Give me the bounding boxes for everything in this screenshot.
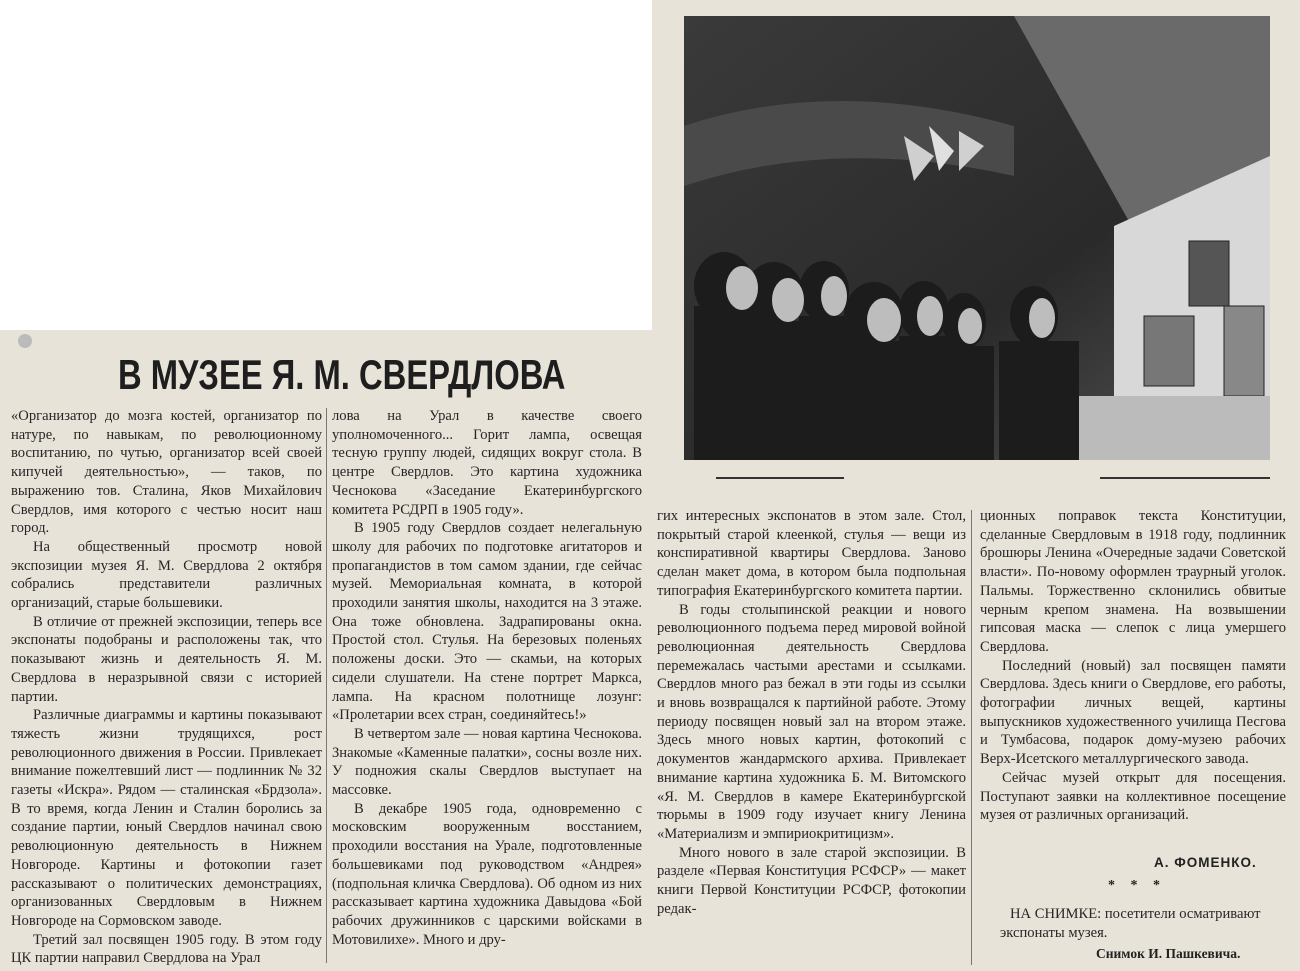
author-signature: А. ФОМЕНКО. xyxy=(1154,855,1257,870)
paragraph: Различные диаграммы и картины показывают тяжесть жизни трудящихся, рост революционного движения в России. Привлекает внимание пожелтевший лист — подлинник № 32 газеты «Искра». Рядом — сталинская «Брдзола». В то время, когда Ленин и Сталин боролись за создание партии, юный Свердлов начинал свою революционную деятельность в Нижнем Новгороде. Картины и фотокопии газет рассказывают о политических демонстрациях, организованных Свердловым в Нижнем Новгороде на Сормовском заводе. xyxy=(11,707,322,929)
article-column-3 xyxy=(657,507,966,967)
paragraph: На общественный просмотр новой экспозиции музея Я. М. Свердлова 2 октября собрались представители различных организаций, старые большевики. xyxy=(11,538,322,612)
paragraph: гих интересных экспонатов в этом зале. Стол, покрытый старой клеенкой, стулья — вещи из конспиративной квартиры Свердлова. Заново сделан макет дома, в котором была подпольная типография Екатеринбургского комитета партии. xyxy=(657,508,966,599)
museum-photo xyxy=(684,16,1270,460)
paper-spot xyxy=(18,334,32,348)
paragraph: В годы столыпинской реакции и нового революционного подъема перед мировой войной революционная деятельность Свердлова перемежалась частыми арестами и ссылками. Свердлов много раз бежал в эти годы из ссылки и вновь возвращался к партийной работе. Этому периоду посвящен новый зал на втором этаже. Здесь много новых картин, фотокопий с документов жандармского архива. Привлекает внимание картина художника Б. М. Витомского «Я. М. Свердлов в камере Екатеринбургской тюрьмы в 1909 году изучает книгу Ленина «Материализм и эмпириокритицизм». xyxy=(657,601,966,842)
paragraph: Много нового в зале старой экспозиции. В разделе «Первая Конституция РСФСР» — макет книги Первой Конституции РСФСР, фотокопии редак- xyxy=(657,844,966,917)
photo-credit: Снимок И. Пашкевича. xyxy=(1096,946,1241,961)
column-divider xyxy=(326,408,327,963)
paragraph: В четвертом зале — новая картина Чеснокова. Знакомые «Каменные палатки», сосны возле них. У подножия скалы Свердлов выступает на массовке. xyxy=(332,725,642,799)
separator-rule xyxy=(716,477,844,479)
paragraph: В декабре 1905 года, одновременно с московским вооруженным восстанием, проходили восстания на Урале, подготовленные большевиками под руководством «Андрея» (подпольная кличка Свердлова). Об одном из них рассказывает картина художника Давыдова «Бой рабочих дружинников с царскими войсками в Мотовилихе». Много и дру- xyxy=(332,800,642,948)
paragraph: Сейчас музей открыт для посещения. Поступают заявки на коллективное посещение музея от различных организаций. xyxy=(980,769,1286,824)
article-column-4 xyxy=(980,507,1286,852)
paragraph: В 1905 году Свердлов создает нелегальную школу для рабочих по подготовке агитаторов и пропагандистов в том самом здании, где сейчас музей. Мемориальная комната, в которой проходили занятия школы, находится на 3 этаже. Она тоже обновлена. Задрапированы окна. Простой стол. Стулья. На березовых поленьях положены доски. Это — скамьи, на которых сидели слушатели. На стене портрет Маркса, лампа. На красном полотнище лозунг: «Пролетарии всех стран, соединяйтесь!» xyxy=(332,520,642,724)
photo-caption: НА СНИМКЕ: посетители осматривают экспонаты музея. xyxy=(1000,906,1261,941)
article-column-2 xyxy=(332,407,642,967)
paragraph: ционных поправок текста Конституции, сделанные Свердловым в 1918 году, подлинник брошюры Ленина «Очередные задачи Советской власти». По-новому оформлен траурный уголок. Пальмы. Торжественно склонились обвитые черным крепом знамена. На возвышении гипсовая маска — слепок с лица умершего Свердлова. xyxy=(980,508,1286,655)
article-column-1 xyxy=(11,407,322,967)
paragraph: Последний (новый) зал посвящен памяти Свердлова. Здесь книги о Свердлове, его работы, фотографии личных вещей, картины выпускников художественного училища Песгова и Тумбасова, подарок дому-музею рабочих Верх-Исетского металлургического завода. xyxy=(980,657,1286,768)
paragraph: «Организатор до мозга костей, организатор по натуре, по навыкам, по революционному воспитанию, по чутью, организатор всей своей кипучей деятельностью», — таков, по выражению тов. Сталина, Яков Михайлович Свердлов, имя которого с честью носит наш город. xyxy=(11,408,322,537)
paragraph: В отличие от прежней экспозиции, теперь все экспонаты подобраны и расположены так, что показывают жизнь и деятельность Я. М. Свердлова в неразрывной связи с историей партии. xyxy=(11,613,322,705)
headline: В МУЗЕЕ Я. М. СВЕРДЛОВА xyxy=(118,351,566,398)
column-divider xyxy=(971,510,972,965)
paragraph: Третий зал посвящен 1905 году. В этом году ЦК партии направил Свердлова на Урал xyxy=(11,931,322,967)
separator-rule xyxy=(1100,477,1270,479)
paragraph: лова на Урал в качестве своего уполномоченного... Горит лампа, освещая тесную группу людей, сидящих вокруг стола. В центре Свердлов. Это картина художника Чеснокова «Заседание Екатеринбургского комитета РСДРП в 1905 году». xyxy=(332,408,642,518)
section-stars: * * * xyxy=(1108,878,1166,893)
museum-photo-image xyxy=(684,16,1270,460)
